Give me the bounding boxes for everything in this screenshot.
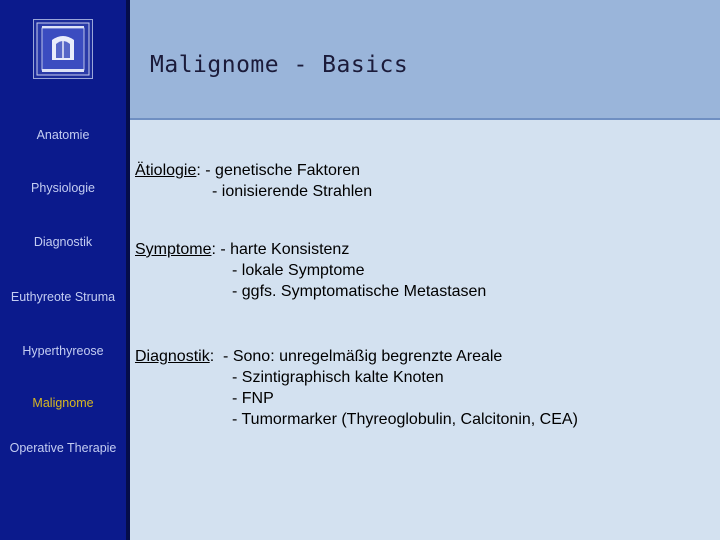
symptome-heading: Symptome bbox=[135, 241, 212, 258]
sidebar-navigation bbox=[0, 0, 126, 540]
nav-item-diagnostik[interactable]: Diagnostik bbox=[33, 235, 93, 249]
slide-title: Malignome - Basics bbox=[150, 52, 409, 78]
nav-item-physiologie[interactable]: Physiologie bbox=[31, 181, 95, 195]
symptome-section: Symptome: - harte Konsistenz - lokale Symptome - ggfs. Symptomatische Metastasen bbox=[135, 241, 487, 300]
diagnostik-line: - Sono: unregelmäßig begrenzte Areale bbox=[223, 348, 503, 365]
diagnostik-section: Diagnostik: - Sono: unregelmäßig begrenzte Areale - Szintigraphisch kalte Knoten - FNP - Tumormarker (Thyreoglobulin, Calcitonin, CEA) bbox=[135, 348, 578, 428]
diagnostik-line: - FNP bbox=[232, 390, 274, 407]
symptome-line: - harte Konsistenz bbox=[220, 241, 350, 258]
symptome-line: - ggfs. Symptomatische Metastasen bbox=[232, 283, 487, 300]
aetiologie-section: Ätiologie: - genetische Faktoren - ionisierende Strahlen bbox=[135, 162, 373, 200]
diagnostik-line: - Szintigraphisch kalte Knoten bbox=[232, 369, 444, 386]
nav-item-malignome[interactable]: Malignome bbox=[32, 396, 94, 410]
diagnostik-line: - Tumormarker (Thyreoglobulin, Calcitonin, CEA) bbox=[232, 411, 578, 428]
nav-item-anatomie[interactable]: Anatomie bbox=[36, 128, 90, 142]
symptome-line: - lokale Symptome bbox=[232, 262, 365, 279]
aetiologie-heading: Ätiologie bbox=[135, 162, 197, 179]
university-logo bbox=[33, 19, 93, 79]
nav-item-euthyreote-struma[interactable]: Euthyreote Struma bbox=[10, 290, 116, 304]
slide-header bbox=[130, 0, 720, 120]
seal-icon bbox=[34, 20, 92, 78]
aetiologie-line: - genetische Faktoren bbox=[205, 162, 361, 179]
nav-item-hyperthyreose[interactable]: Hyperthyreose bbox=[22, 344, 104, 358]
nav-item-operative-therapie[interactable]: Operative Therapie bbox=[9, 441, 117, 455]
aetiologie-line: - ionisierende Strahlen bbox=[212, 183, 373, 200]
diagnostik-heading: Diagnostik bbox=[135, 348, 210, 365]
